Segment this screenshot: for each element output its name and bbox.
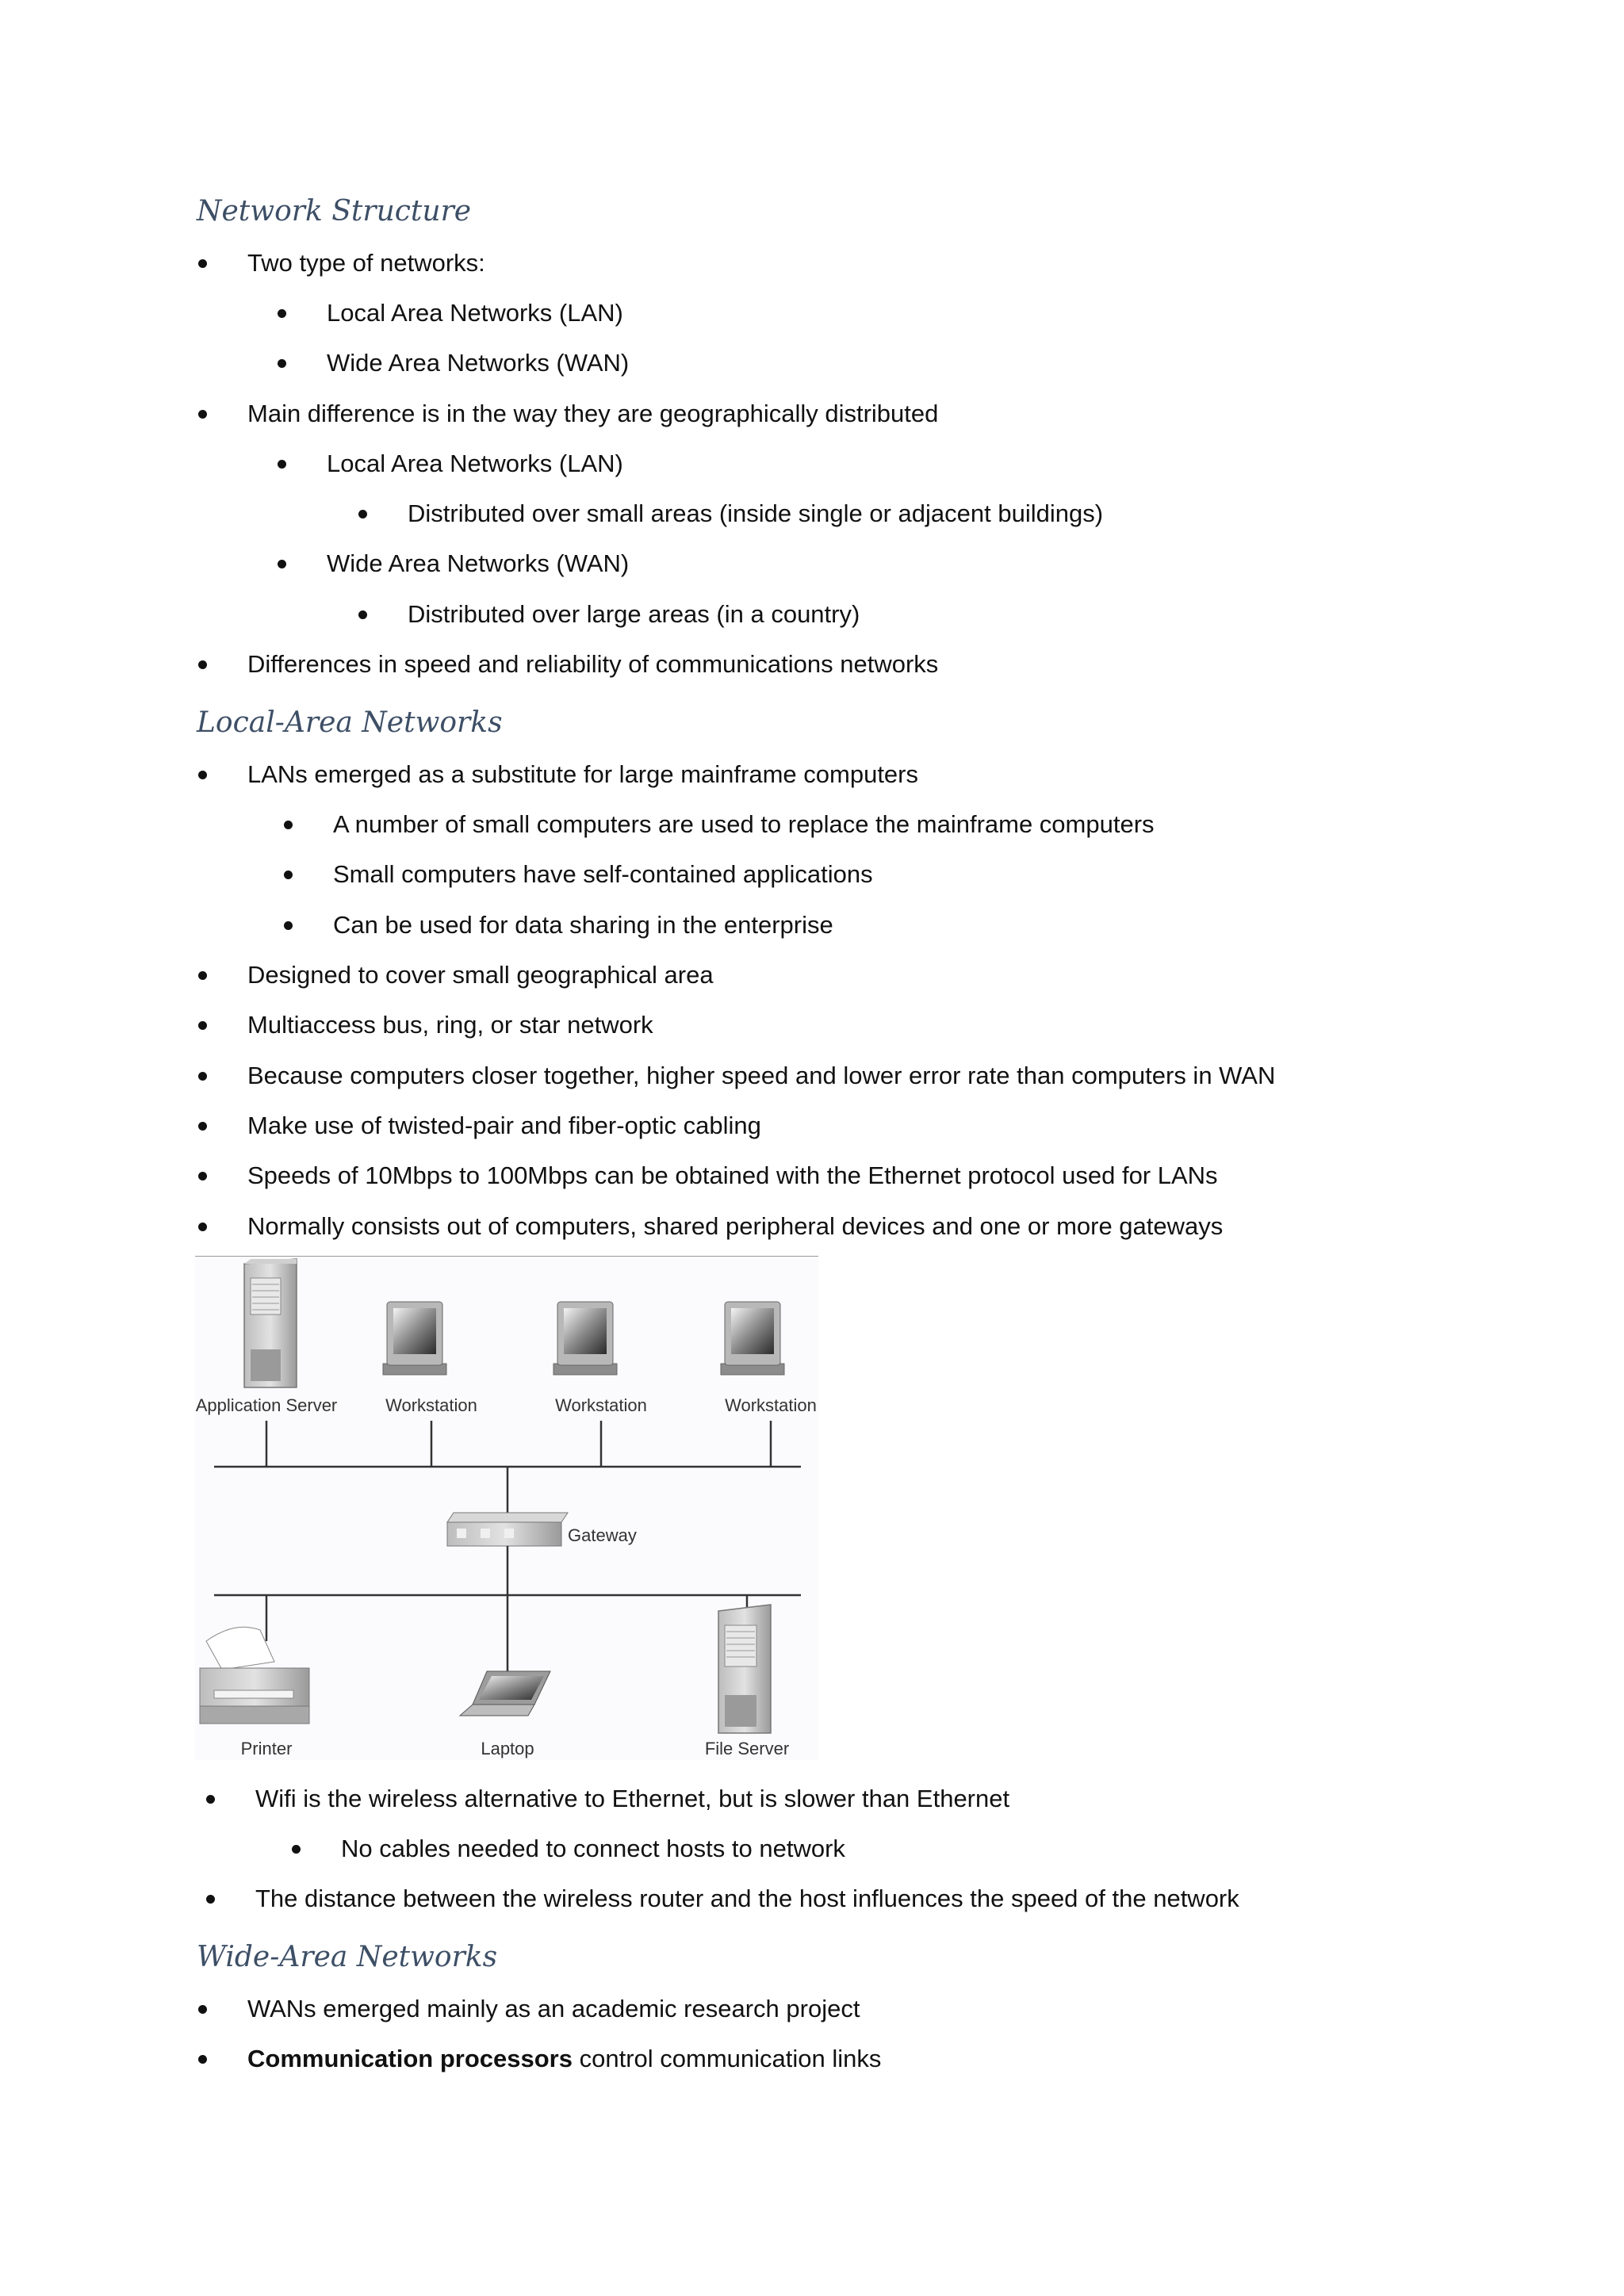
section-title-wide-area-networks: Wide-Area Networks xyxy=(197,1941,498,1973)
workstation-icon xyxy=(721,1302,784,1375)
label-workstation: Workstation xyxy=(725,1395,817,1415)
bullet-icon xyxy=(198,1021,207,1030)
label-workstation: Workstation xyxy=(555,1395,647,1415)
bullet-icon xyxy=(284,921,293,930)
bullet-icon xyxy=(198,2005,207,2014)
application-server-icon xyxy=(244,1259,297,1387)
bullet-icon xyxy=(198,259,207,268)
bullet-icon xyxy=(206,1895,215,1904)
workstation-icon xyxy=(383,1302,446,1375)
bullet-icon xyxy=(198,1122,207,1131)
bullet-icon xyxy=(292,1845,301,1854)
bullet-icon xyxy=(198,410,207,419)
bullet-icon xyxy=(358,610,367,619)
bullet-icon xyxy=(278,560,286,568)
bullet-icon xyxy=(284,871,293,879)
label-workstation: Workstation xyxy=(385,1395,477,1415)
label-gateway: Gateway xyxy=(568,1525,637,1545)
bullet-icon xyxy=(198,1223,207,1231)
bullet-icon xyxy=(198,2055,207,2064)
bullet-icon xyxy=(278,460,286,469)
bullet-icon xyxy=(198,660,207,669)
bullet-icon xyxy=(358,510,367,519)
label-printer: Printer xyxy=(240,1739,293,1758)
section-title-local-area-networks: Local-Area Networks xyxy=(197,706,503,739)
bullet-icon xyxy=(278,359,286,368)
label-file-server: File Server xyxy=(704,1739,790,1758)
file-server-icon xyxy=(718,1605,771,1733)
bullet-icon xyxy=(198,971,207,980)
bullet-icon xyxy=(284,821,293,829)
label-laptop: Laptop xyxy=(481,1739,534,1758)
bullet-icon xyxy=(278,309,286,318)
gateway-icon xyxy=(447,1513,568,1546)
bold-term: Communication processors xyxy=(247,2045,573,2072)
label-application-server: Application Server xyxy=(195,1395,338,1415)
section-title-network-structure: Network Structure xyxy=(197,195,472,228)
workstation-icon xyxy=(553,1302,617,1375)
bullet-icon xyxy=(198,771,207,779)
bullet-icon xyxy=(198,1072,207,1081)
bullet-icon xyxy=(206,1795,215,1804)
bullet-icon xyxy=(198,1172,207,1181)
lan-diagram xyxy=(195,1256,818,1760)
document-page: Network Structure Two type of networks: Local Area Networks (LAN) Wide Area Networks (WAN) Main difference is in the way they are geographically distributed Local Area Networks (LAN) Distributed over small areas (inside single or adjacent buildings) Wide Area Networks (WAN) Distributed over large areas (in a country) Differences in speed and reliability of communications networks Local-Area Networks LANs emerged as a substitute for large mainframe computers A number of small computers are used to replace the mainframe computers Small computers have self-contained applications Can be used for data sharing in the enterprise Designed to cover small geographical area Multiaccess bus, ring, or star network Because computers closer together, higher speed and lower error rate than computers in WAN Make use of twisted-pair and fiber-optic cabling Speeds of 10Mbps to 100Mbps can be obtained with the Ethernet protocol used for LANs Normally consists out of computers, shared peripheral devices and one or more gateways Application Server Workstation Workstation Workstation Gateway Printer Laptop File Server Wifi is the wireless alternative to Ethernet, but is slower than Ethernet No cables needed to connect hosts to network The distance between the wireless router and the host influences the speed of the network Wide-Area Networks WANs emerged mainly as an academic research project Communication processors control communication links xyxy=(195,195,1276,2072)
